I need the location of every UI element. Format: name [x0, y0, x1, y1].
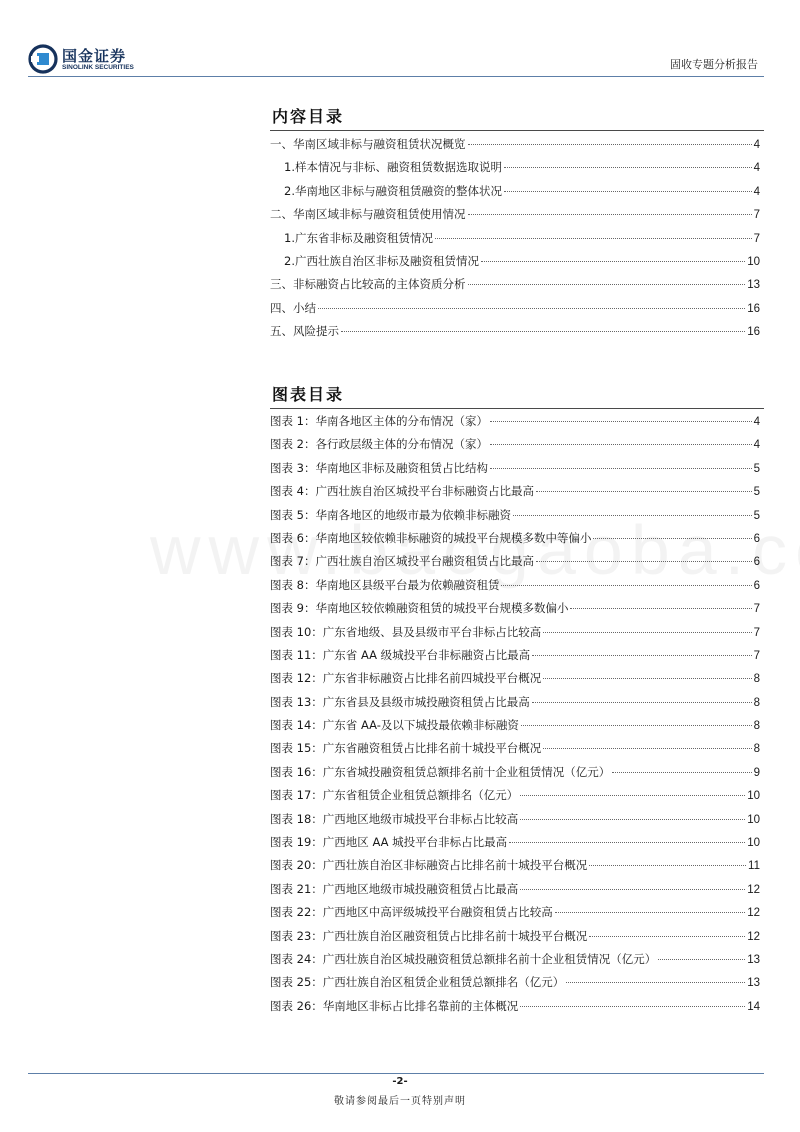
dot-leader: [520, 1006, 745, 1007]
dot-leader: [341, 331, 745, 332]
figure-entry-label: 图表 26：华南地区非标占比排名靠前的主体概况: [270, 998, 519, 1013]
figure-entry-label: 图表 1：华南各地区主体的分布情况（家）: [270, 414, 488, 428]
figure-entry-label: 图表 19：广西地区 AA 城投平台非标占比最高: [270, 835, 508, 850]
figure-entry-page: 7: [753, 649, 760, 662]
dot-leader: [504, 191, 752, 192]
figure-entry-page: 13: [747, 977, 760, 990]
figure-entry[interactable]: [270, 998, 760, 1021]
figure-entry[interactable]: [270, 460, 760, 483]
contents-title-rule: [270, 130, 764, 131]
contents-entry[interactable]: [270, 230, 760, 253]
figures-title: 图表目录: [272, 385, 345, 404]
figure-entry-page: 6: [753, 532, 760, 545]
figure-entry-label: 图表 16：广东省城投融资租赁总额排名前十企业租赁情况（亿元）: [270, 764, 611, 779]
contents-entry[interactable]: [270, 159, 760, 182]
figures-list: [270, 413, 760, 1021]
contents-entry[interactable]: [270, 183, 760, 206]
dot-leader: [536, 561, 752, 562]
figure-entry-label: 图表 8：华南地区县级平台最为依赖融资租赁: [270, 577, 500, 592]
figure-entry[interactable]: [270, 577, 760, 600]
contents-entry[interactable]: [270, 136, 760, 159]
dot-leader: [532, 702, 752, 703]
contents-entry-page: 4: [753, 162, 760, 175]
contents-entry-page: 4: [753, 185, 760, 198]
figure-entry-label: 图表 25：广西壮族自治区租赁企业租赁总额排名（亿元）: [270, 975, 565, 990]
figure-entry-page: 4: [753, 416, 760, 428]
dot-leader: [543, 748, 751, 749]
dot-leader: [536, 491, 752, 492]
figure-entry[interactable]: [270, 811, 760, 834]
figure-entry-page: 10: [747, 837, 760, 850]
dot-leader: [589, 865, 746, 866]
dot-leader: [570, 608, 751, 609]
figure-entry-label: 图表 2：各行政层级主体的分布情况（家）: [270, 437, 488, 452]
figure-entry-label: 图表 9：华南地区较依赖融资租赁的城投平台规模多数偏小: [270, 601, 569, 616]
dot-leader: [532, 655, 751, 656]
figure-entry[interactable]: [270, 928, 760, 951]
contents-entry[interactable]: [270, 253, 760, 276]
figure-entry-page: 13: [747, 953, 760, 966]
dot-leader: [468, 144, 752, 145]
contents-entry-page: 7: [753, 232, 760, 245]
figure-entry-page: 10: [747, 813, 760, 826]
figure-entry-page: 6: [753, 579, 760, 592]
contents-title: 内容目录: [272, 107, 345, 126]
contents-entry[interactable]: [270, 323, 760, 346]
figure-entry-label: 图表 18：广西地区地级市城投平台非标占比较高: [270, 811, 519, 826]
dot-leader: [435, 238, 752, 239]
dot-leader: [504, 167, 752, 168]
figure-entry-label: 图表 6：华南地区较依赖非标融资的城投平台规模多数中等偏小: [270, 530, 592, 545]
contents-entry-label: 二、华南区域非标与融资租赁使用情况: [270, 207, 466, 222]
contents-entry-label: 三、非标融资占比较高的主体资质分析: [270, 277, 466, 292]
dot-leader: [589, 936, 745, 937]
dot-leader: [543, 632, 751, 633]
dot-leader: [521, 725, 752, 726]
figure-entry-label: 图表 12：广东省非标融资占比排名前四城投平台概况: [270, 671, 542, 686]
figure-entry-label: 图表 5：华南各地区的地级市最为依赖非标融资: [270, 507, 511, 522]
figure-entry[interactable]: [270, 647, 760, 670]
dot-leader: [501, 585, 751, 586]
dot-leader: [520, 889, 745, 890]
contents-entry-label: 五、风险提示: [270, 324, 339, 339]
figure-entry[interactable]: [270, 951, 760, 974]
dot-leader: [490, 444, 752, 445]
figure-entry-page: 12: [747, 883, 760, 896]
contents-entry-label: 2.华南地区非标与融资租赁融资的整体状况: [284, 183, 502, 198]
footer-divider: [28, 1073, 764, 1074]
dot-leader: [468, 284, 746, 285]
figure-entry-page: 8: [753, 743, 760, 756]
figure-entry[interactable]: [270, 717, 760, 740]
dot-leader: [566, 982, 745, 983]
contents-entry[interactable]: [270, 300, 760, 323]
contents-entry-page: 13: [747, 279, 760, 292]
disclaimer-note: 敬请参阅最后一页特别声明: [334, 1096, 466, 1107]
header-divider: [28, 76, 764, 77]
figure-entry-label: 图表 21：广西地区地级市城投融资租赁占比最高: [270, 881, 519, 896]
sinolink-logo-icon: [28, 44, 58, 74]
company-logo: [28, 44, 150, 76]
figure-entry[interactable]: [270, 857, 760, 880]
dot-leader: [520, 819, 745, 820]
contents-entry-page: 4: [753, 139, 760, 151]
figure-entry-page: 12: [747, 930, 760, 943]
figure-entry-label: 图表 14：广东省 AA-及以下城投最依赖非标融资: [270, 718, 519, 733]
contents-entry[interactable]: [270, 206, 760, 229]
figure-entry-page: 7: [753, 626, 760, 639]
contents-entry-label: 四、小结: [270, 300, 316, 315]
figure-entry[interactable]: [270, 881, 760, 904]
figure-entry-page: 8: [753, 720, 760, 733]
contents-entry-label: 一、华南区域非标与融资租赁状况概览: [270, 137, 466, 151]
dot-leader: [593, 538, 751, 539]
dot-leader: [318, 308, 745, 309]
figure-entry[interactable]: [270, 694, 760, 717]
figure-entry[interactable]: [270, 904, 760, 927]
figure-entry-page: 11: [748, 860, 760, 873]
figure-entry-page: 8: [753, 696, 760, 709]
contents-entry-label: 2.广西壮族自治区非标及融资租赁情况: [284, 253, 479, 268]
contents-entry[interactable]: [270, 276, 760, 299]
figure-entry[interactable]: [270, 764, 760, 787]
dot-leader: [490, 468, 752, 469]
figure-entry-label: 图表 3：华南地区非标及融资租赁占比结构: [270, 460, 488, 475]
figure-entry-page: 5: [753, 462, 760, 475]
contents-entry-page: 16: [747, 302, 760, 315]
dot-leader: [555, 912, 745, 913]
logo-chinese-name: 国金证券: [62, 47, 127, 65]
figure-entry-page: 8: [753, 673, 760, 686]
figure-entry-label: 图表 15：广东省融资租赁占比排名前十城投平台概况: [270, 741, 542, 756]
figure-entry-page: 14: [747, 1000, 760, 1013]
figure-entry-label: 图表 10：广东省地级、县及县级市平台非标占比较高: [270, 624, 542, 639]
contents-entry-page: 7: [753, 209, 760, 222]
figure-entry-label: 图表 13：广东省县及县级市城投融资租赁占比最高: [270, 694, 530, 709]
figure-entry-page: 5: [753, 509, 760, 522]
dot-leader: [612, 772, 751, 773]
dot-leader: [468, 214, 752, 215]
contents-entry-label: 1.广东省非标及融资租赁情况: [284, 230, 433, 245]
figure-entry-page: 9: [753, 766, 760, 779]
figure-entry[interactable]: [270, 787, 760, 810]
figure-entry[interactable]: [270, 974, 760, 997]
dot-leader: [513, 515, 752, 516]
figure-entry[interactable]: [270, 600, 760, 623]
figure-entry-page: 4: [753, 439, 760, 452]
figure-entry-label: 图表 23：广西壮族自治区融资租赁占比排名前十城投平台概况: [270, 928, 588, 943]
contents-list: [270, 136, 760, 347]
dot-leader: [481, 261, 745, 262]
figure-entry[interactable]: [270, 507, 760, 530]
figure-entry-label: 图表 4：广西壮族自治区城投平台非标融资占比最高: [270, 484, 534, 499]
figure-entry-page: 6: [753, 556, 760, 569]
figure-entry-page: 5: [753, 486, 760, 499]
figures-title-rule: [270, 408, 764, 409]
dot-leader: [490, 421, 752, 422]
dot-leader: [520, 795, 745, 796]
figure-entry[interactable]: [270, 436, 760, 459]
figure-entry[interactable]: [270, 740, 760, 763]
figure-entry-page: 7: [753, 603, 760, 616]
figure-entry-label: 图表 24：广西壮族自治区城投融资租赁总额排名前十企业租赁情况（亿元）: [270, 951, 657, 966]
figure-entry-page: 10: [747, 790, 760, 803]
figure-entry-page: 12: [747, 907, 760, 920]
page-number: -2-: [392, 1076, 408, 1087]
figure-entry-label: 图表 20：广西壮族自治区非标融资占比排名前十城投平台概况: [270, 858, 588, 873]
figure-entry-label: 图表 7：广西壮族自治区城投平台融资租赁占比最高: [270, 554, 534, 569]
contents-entry-page: 10: [747, 255, 760, 268]
figure-entry-label: 图表 17：广东省租赁企业租赁总额排名（亿元）: [270, 788, 519, 803]
logo-english-name: SINOLINK SECURITIES: [62, 64, 134, 71]
figure-entry[interactable]: [270, 483, 760, 506]
figure-entry[interactable]: [270, 670, 760, 693]
contents-entry-page: 16: [747, 326, 760, 339]
contents-entry-label: 1.样本情况与非标、融资租赁数据选取说明: [284, 160, 502, 175]
figure-entry[interactable]: [270, 553, 760, 576]
dot-leader: [543, 678, 751, 679]
figure-entry-label: 图表 22：广西地区中高评级城投平台融资租赁占比较高: [270, 905, 553, 920]
figure-entry[interactable]: [270, 624, 760, 647]
report-type-label: 固收专题分析报告: [670, 58, 758, 71]
figure-entry-label: 图表 11：广东省 AA 级城投平台非标融资占比最高: [270, 647, 531, 662]
figure-entry[interactable]: [270, 530, 760, 553]
figure-entry[interactable]: [270, 834, 760, 857]
dot-leader: [509, 842, 745, 843]
dot-leader: [658, 959, 745, 960]
figure-entry[interactable]: [270, 413, 760, 436]
